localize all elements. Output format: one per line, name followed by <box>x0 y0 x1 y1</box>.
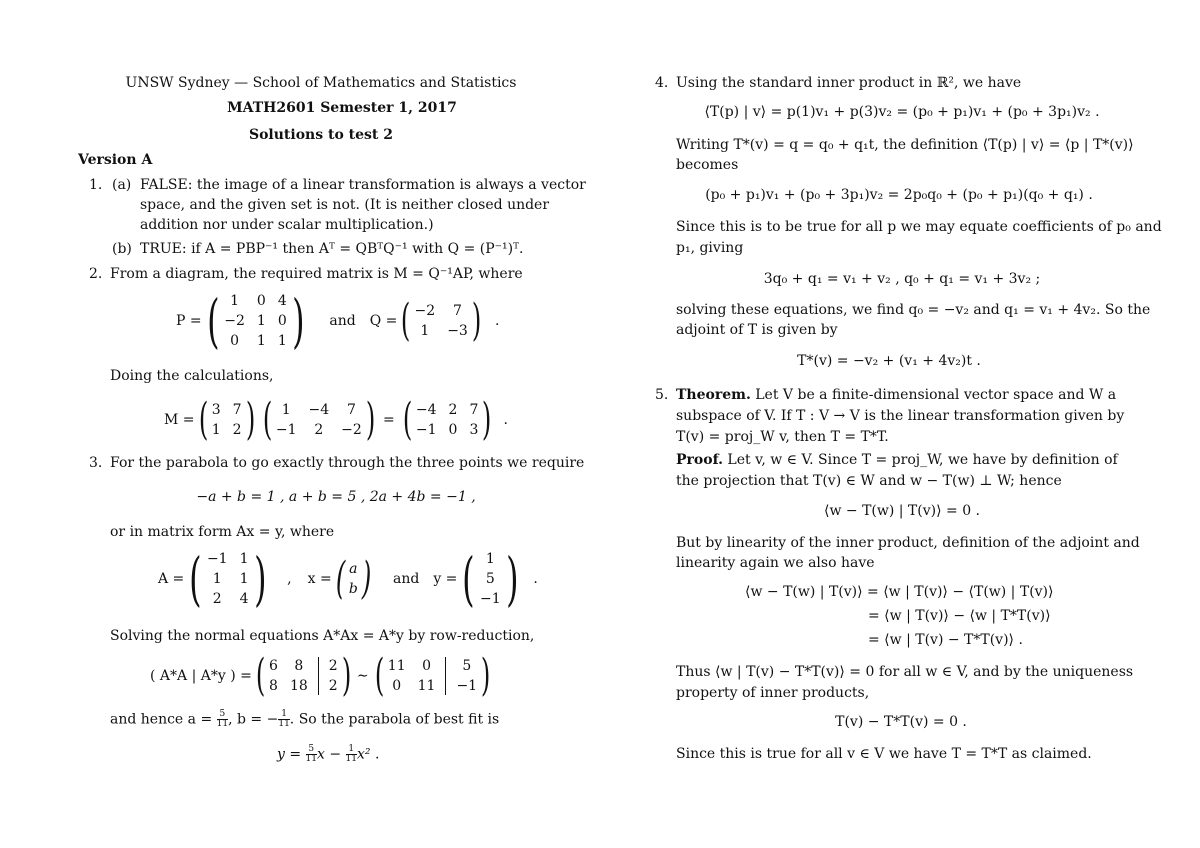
q5-proof-line: Proof. Let v, w ∈ V. Since T = proj_W, we have by definition of <box>676 452 1118 468</box>
matrix-entry: 0 <box>230 333 240 349</box>
q5-eq1: ⟨w − T(w) | T(v)⟩ = 0 . <box>823 503 981 519</box>
left-paren: ( <box>401 295 411 346</box>
matrix-m3 <box>399 394 496 445</box>
matrix-entry: 1 <box>239 551 249 567</box>
aug-matrix-1 <box>252 650 355 701</box>
comma: , <box>287 571 292 587</box>
q4-line3: becomes <box>676 157 739 173</box>
header-institution: UNSW Sydney — School of Mathematics and Statistics <box>125 75 517 91</box>
matrix-entry: −1 <box>415 422 437 438</box>
q5-eq2c: = ⟨w | T(v) − T*T(v)⟩ . <box>868 632 1023 648</box>
right-paren: ) <box>471 295 482 346</box>
matrix-m2 <box>259 394 379 445</box>
q4-line7: adjoint of T is given by <box>676 322 838 338</box>
right-paren: ) <box>482 394 492 445</box>
matrix-entry: −1 <box>456 678 478 694</box>
m-label: M = <box>164 412 195 428</box>
matrix-entry: 8 <box>294 658 304 674</box>
right-paren: ) <box>365 394 376 445</box>
and-word: and <box>392 571 420 587</box>
matrix-entry: 1 <box>256 333 266 349</box>
q4-eq3: 3q₀ + q₁ = v₁ + v₂ , q₀ + q₁ = v₁ + 3v₂ ; <box>763 271 1041 287</box>
q2-text: From a diagram, the required matrix is M = Q⁻¹AP, where <box>110 266 523 282</box>
matrix-entry: 5 <box>485 571 495 587</box>
right-paren: ) <box>341 650 352 701</box>
proof-label: Proof. <box>676 452 723 468</box>
q4-line5: p₁, giving <box>676 240 744 256</box>
x-label: x = <box>307 571 332 587</box>
q3-axy <box>158 545 538 613</box>
period: . <box>495 313 500 329</box>
matrix-entry: 7 <box>232 402 242 418</box>
q4-line6: solving these equations, we find q₀ = −v₂ and q₁ = v₁ + 4v₂. So the <box>676 302 1151 318</box>
matrix-q <box>397 295 485 346</box>
q5-eq3: T(v) − T*T(v) = 0 . <box>835 714 967 730</box>
and-word: and <box>329 313 356 329</box>
sim-symbol: ∼ <box>356 668 369 684</box>
matrix-entry: −4 <box>415 402 437 418</box>
matrix-entry: 1 <box>420 323 430 339</box>
matrix-m1 <box>195 394 259 445</box>
left-paren: ( <box>402 394 413 445</box>
course-title: MATH2601 Semester 1, 2017 <box>227 100 457 116</box>
version-label: Version A <box>78 152 153 168</box>
q5-number: 5. <box>655 387 669 403</box>
q4-eq1: ⟨T(p) | v⟩ = p(1)v₁ + p(3)v₂ = (p₀ + p₁)v₁ + (p₀ + 3p₁)v₂ . <box>704 104 1100 120</box>
hence-post: . So the parabola of best fit is <box>289 711 500 728</box>
q5-line7: linearity again we also have <box>676 555 875 571</box>
q1-number: 1. <box>89 177 103 193</box>
matrix-entry: −1 <box>275 422 297 438</box>
matrix-entry: −4 <box>308 402 330 418</box>
q5-line6: But by linearity of the inner product, definition of the adjoint and <box>676 535 1140 551</box>
augment-bar <box>318 657 319 695</box>
q3-normal-text: Solving the normal equations A*Ax = A*y by row-reduction, <box>110 628 535 644</box>
q5-theorem-line1: Theorem. Let V be a finite-dimensional vector space and W a <box>676 387 1117 403</box>
matrix-a <box>184 545 271 613</box>
matrix-entry: 0 <box>277 313 287 329</box>
q-label: Q = <box>369 313 398 329</box>
q5-line2: subspace of V. If T : V → V is the linear transformation given by <box>676 408 1125 424</box>
q5-line10: Since this is true for all v ∈ V we have T = T*T as claimed. <box>676 746 1092 762</box>
y-label: y = <box>433 571 458 587</box>
matrix-entry: 2 <box>448 402 458 418</box>
augment-bar <box>445 657 446 695</box>
matrix-entry: 3 <box>211 402 221 418</box>
matrix-entry: −2 <box>341 422 362 438</box>
left-paren: ( <box>262 394 273 445</box>
matrix-entry: −2 <box>414 303 436 319</box>
q3-equations: −a + b = 1 , a + b = 5 , 2a + 4b = −1 , <box>196 489 476 505</box>
matrix-entry: 1 <box>281 402 291 418</box>
right-paren: ) <box>291 287 305 355</box>
matrix-entry: 2 <box>314 422 324 438</box>
fraction-b: $\frac{1}{11}$ <box>278 709 290 729</box>
matrix-entry: a <box>349 561 358 577</box>
q3-text: For the parabola to go exactly through the three points we require <box>110 455 585 471</box>
hence-mid: , b = − <box>228 711 279 728</box>
q2-number: 2. <box>89 266 103 282</box>
hence-pre: and hence a = <box>110 711 217 728</box>
right-paren: ) <box>361 553 372 604</box>
matrix-entry: −2 <box>224 313 245 329</box>
matrix-entry: 2 <box>328 678 338 694</box>
right-paren: ) <box>245 394 255 445</box>
left-paren: ( <box>374 650 384 701</box>
period: . <box>533 571 538 587</box>
q2-calc-text: Doing the calculations, <box>110 368 274 384</box>
q5-line3: T(v) = proj_W v, then T = T*T. <box>676 429 889 445</box>
matrix-entry: 7 <box>453 303 462 319</box>
q3-number: 3. <box>89 455 103 471</box>
q4-number: 4. <box>655 75 669 91</box>
a-label: A = <box>158 571 185 587</box>
p-label: P = <box>176 313 202 329</box>
matrix-entry: 0 <box>256 293 266 309</box>
matrix-entry: 3 <box>469 422 479 438</box>
q5-eq2b: = ⟨w | T(v)⟩ − ⟨w | T*T(v)⟩ <box>868 608 1051 624</box>
q3-augmented <box>150 650 494 701</box>
left-paren: ( <box>206 287 220 355</box>
left-paren: ( <box>198 394 208 445</box>
matrix-entry: 7 <box>469 402 479 418</box>
matrix-entry: 11 <box>387 658 406 674</box>
matrix-entry: 0 <box>422 658 431 674</box>
vector-y <box>457 545 523 613</box>
matrix-entry: 2 <box>232 422 242 438</box>
theorem-label: Theorem. <box>676 387 751 403</box>
matrix-entry: 1 <box>485 551 495 567</box>
matrix-entry: 11 <box>417 678 436 694</box>
q5-eq2a: ⟨w − T(w) | T(v)⟩ = ⟨w | T(v)⟩ − ⟨T(w) | T(v)⟩ <box>745 584 1054 600</box>
matrix-entry: 7 <box>347 402 356 418</box>
equals: = <box>382 412 395 428</box>
matrix-entry: −3 <box>447 323 468 339</box>
matrix-entry: 18 <box>289 678 308 694</box>
q2-pq-equation <box>176 287 500 355</box>
matrix-entry: 1 <box>277 333 287 349</box>
left-paren: ( <box>189 545 202 613</box>
matrix-entry: −1 <box>206 551 228 567</box>
matrix-entry: 4 <box>277 293 287 309</box>
matrix-p <box>202 287 310 355</box>
matrix-entry: 0 <box>392 678 402 694</box>
aug-matrix-2 <box>371 650 495 701</box>
q4-eq4: T*(v) = −v₂ + (v₁ + 4v₂)t . <box>797 353 981 369</box>
left-paren: ( <box>255 650 266 701</box>
left-paren: ( <box>335 553 345 604</box>
left-paren: ( <box>462 545 475 613</box>
matrix-entry: 5 <box>462 658 472 674</box>
q5-line8: Thus ⟨w | T(v) − T*T(v)⟩ = 0 for all w ∈ V, and by the uniqueness <box>676 664 1134 680</box>
matrix-entry: 4 <box>239 591 249 607</box>
q4-line1: Using the standard inner product in ℝ², we have <box>676 75 1022 91</box>
matrix-entry: b <box>348 581 358 597</box>
matrix-entry: 0 <box>448 422 458 438</box>
q5-line9: property of inner products, <box>676 685 870 701</box>
right-paren: ) <box>505 545 519 613</box>
q1b-text: TRUE: if A = PBP⁻¹ then Aᵀ = QBᵀQ⁻¹ with Q = (P⁻¹)ᵀ. <box>140 241 524 257</box>
q1a-line2: space, and the given set is not. (It is neither closed under <box>140 197 550 213</box>
right-paren: ) <box>253 545 267 613</box>
aug-label: ( A*A | A*y ) = <box>150 668 252 684</box>
q5-line5: the projection that T(v) ∈ W and w − T(w) ⊥ W; hence <box>676 473 1062 489</box>
matrix-entry: 1 <box>256 313 266 329</box>
document-title: Solutions to test 2 <box>248 127 394 143</box>
matrix-entry: 1 <box>211 422 221 438</box>
matrix-entry: 2 <box>328 658 338 674</box>
right-paren: ) <box>480 650 491 701</box>
q4-line2: Writing T*(v) = q = q₀ + q₁t, the definition ⟨T(p) | v⟩ = ⟨p | T*(v)⟩ <box>676 137 1134 153</box>
q3-matrix-text: or in matrix form Ax = y, where <box>110 524 335 540</box>
q4-line4: Since this is to be true for all p we may equate coefficients of p₀ and <box>676 219 1162 235</box>
fraction-a: $\frac{5}{11}$ <box>216 709 229 729</box>
q1a-line1: FALSE: the image of a linear transformation is always a vector <box>140 177 586 193</box>
q1b-label: (b) <box>112 241 132 257</box>
matrix-entry: 1 <box>212 571 222 587</box>
q1a-line3: addition nor under scalar multiplication.) <box>140 217 434 233</box>
period: . <box>503 412 508 428</box>
q4-eq2: (p₀ + p₁)v₁ + (p₀ + 3p₁)v₂ = 2p₀q₀ + (p₀ + p₁)(q₀ + q₁) . <box>705 187 1093 203</box>
q1a-label: (a) <box>112 177 132 193</box>
matrix-entry: 2 <box>212 591 222 607</box>
matrix-entry: −1 <box>480 591 501 607</box>
q3-final-formula: y = $\frac{5}{11}$ x − $\frac{1}{11}$ x² . <box>277 744 380 764</box>
matrix-entry: 8 <box>269 678 278 694</box>
matrix-entry: 1 <box>239 571 249 587</box>
matrix-entry: 6 <box>269 658 278 674</box>
matrix-entry: 1 <box>230 293 240 309</box>
q2-m-equation <box>164 394 508 445</box>
q3-hence <box>110 710 499 729</box>
vector-x <box>332 553 375 604</box>
